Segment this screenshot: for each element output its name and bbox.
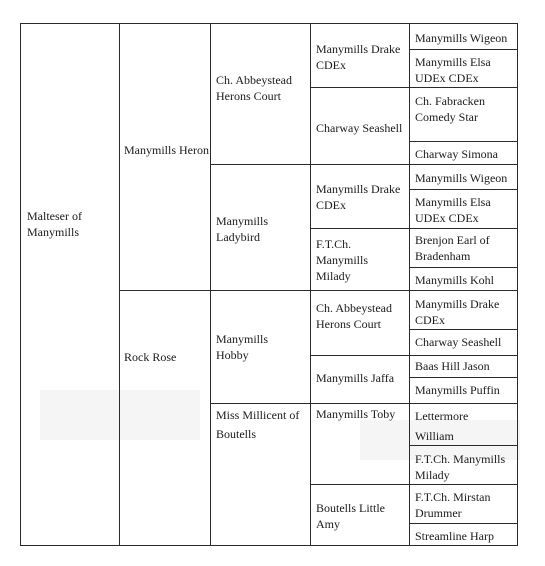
row-divider <box>409 189 518 190</box>
subject-name: Malteser of Manymills <box>27 209 82 240</box>
great-great-grandparent-name: Brenjon Earl of Bradenham <box>415 233 490 264</box>
great-grandparent-name: Manymills Drake CDEx <box>316 182 401 213</box>
row-divider <box>310 355 518 356</box>
great-great-grandparent-name: Manymills Wigeon <box>415 31 508 45</box>
great-great-grandparent-name: Lettermore William <box>415 409 469 443</box>
great-great-grandparent-name: F.T.Ch. Mirstan Drummer <box>415 490 491 521</box>
row-divider <box>310 87 518 88</box>
row-divider <box>409 523 518 524</box>
great-great-grandparent-name: Streamline Harp <box>415 529 494 543</box>
great-great-grandparent-name: Charway Seashell <box>415 335 502 349</box>
table-border <box>20 545 518 546</box>
table-border <box>20 23 21 546</box>
grandparent-name: Manymills Ladybird <box>216 214 269 245</box>
row-divider <box>409 141 518 142</box>
great-grandparent-name: Manymills Jaffa <box>316 371 395 385</box>
great-grandparent-name: Manymills Drake CDEx <box>316 42 401 73</box>
row-divider <box>409 267 518 268</box>
great-great-grandparent-name: Manymills Elsa UDEx CDEx <box>415 195 491 226</box>
great-grandparent-name: Manymills Toby <box>316 407 396 421</box>
table-border <box>20 23 518 24</box>
table-border <box>517 23 518 546</box>
column-divider <box>409 23 410 546</box>
great-great-grandparent-name: Manymills Drake CDEx <box>415 297 500 328</box>
row-divider <box>409 445 518 446</box>
row-divider <box>210 164 518 165</box>
column-divider <box>119 23 120 546</box>
column-divider <box>210 23 211 546</box>
sire-name: Manymills Heron <box>124 143 209 157</box>
great-great-grandparent-name: F.T.Ch. Manymills Milady <box>415 452 506 483</box>
row-divider <box>310 228 518 229</box>
row-divider <box>409 49 518 50</box>
great-great-grandparent-name: Manymills Elsa UDEx CDEx <box>415 55 491 86</box>
great-grandparent-name: Boutells Little Amy <box>316 501 385 532</box>
great-grandparent-name: F.T.Ch. Manymills Milady <box>316 237 369 284</box>
row-divider <box>409 377 518 378</box>
great-great-grandparent-name: Ch. Fabracken Comedy Star <box>415 94 485 125</box>
row-divider <box>409 329 518 330</box>
great-great-grandparent-name: Manymills Puffin <box>415 383 500 397</box>
row-divider <box>119 290 518 291</box>
great-great-grandparent-name: Baas Hill Jason <box>415 359 490 373</box>
column-divider <box>310 23 311 546</box>
great-great-grandparent-name: Manymills Kohl <box>415 273 495 287</box>
row-divider <box>210 403 518 404</box>
great-great-grandparent-name: Charway Simona <box>415 147 498 161</box>
dam-name: Rock Rose <box>124 350 177 364</box>
great-grandparent-name: Charway Seashell <box>316 121 403 135</box>
grandparent-name: Manymills Hobby <box>216 332 269 363</box>
grandparent-name: Ch. Abbeystead Herons Court <box>216 73 292 104</box>
grandparent-name: Miss Millicent of Boutells <box>216 408 300 441</box>
great-grandparent-name: Ch. Abbeystead Herons Court <box>316 301 392 332</box>
scan-shading <box>40 390 200 440</box>
row-divider <box>310 484 518 485</box>
great-great-grandparent-name: Manymills Wigeon <box>415 171 508 185</box>
